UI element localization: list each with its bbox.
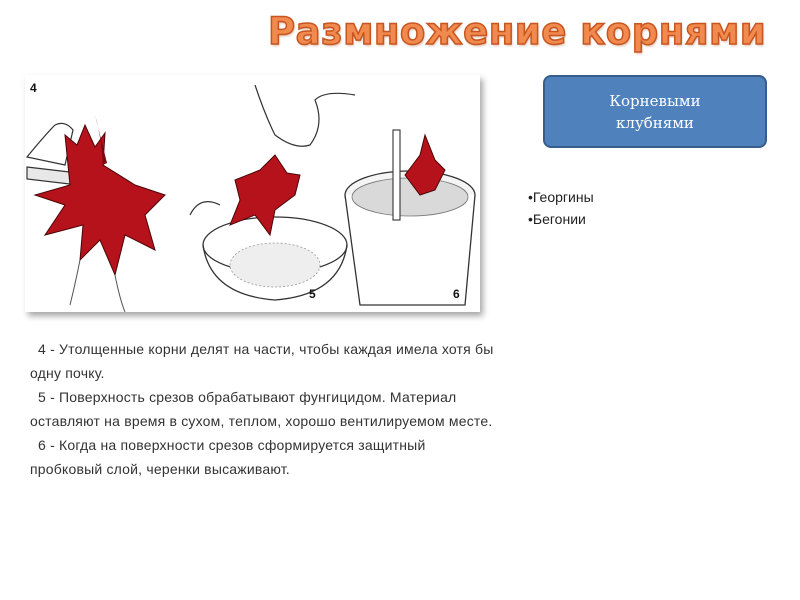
callout-line-1: Корневыми bbox=[609, 91, 701, 110]
tuber-division-illustration bbox=[25, 75, 480, 312]
step-description-6: 6 - Когда на поверхности срезов сформируется защитный пробковый слой, черенки высаживают. bbox=[30, 437, 426, 477]
slide-title: Размножение корнями bbox=[268, 10, 767, 53]
illustration-panel bbox=[25, 75, 480, 312]
figure-label-5: 5 bbox=[309, 287, 316, 301]
plant-list-item: • Бегонии bbox=[528, 208, 594, 230]
step-description-5: 5 - Поверхность срезов обрабатывают фунгицидом. Материал оставляют на время в сухом, теплом, хорошо вентилируемом месте. bbox=[30, 389, 493, 429]
method-callout-box bbox=[543, 75, 767, 148]
plant-list bbox=[528, 186, 594, 230]
pot-icon bbox=[345, 171, 475, 305]
figure-label-6: 6 bbox=[453, 287, 460, 301]
stake-icon bbox=[393, 130, 400, 220]
step-description-4: 4 - Утолщенные корни делят на части, чтобы каждая имела хотя бы одну почку. bbox=[30, 341, 494, 381]
figure-label-4: 4 bbox=[30, 81, 37, 95]
plant-list-item: • Георгины bbox=[528, 186, 594, 208]
step-descriptions bbox=[30, 337, 500, 481]
callout-line-2: клубнями bbox=[616, 113, 694, 132]
bowl-icon bbox=[203, 217, 347, 300]
